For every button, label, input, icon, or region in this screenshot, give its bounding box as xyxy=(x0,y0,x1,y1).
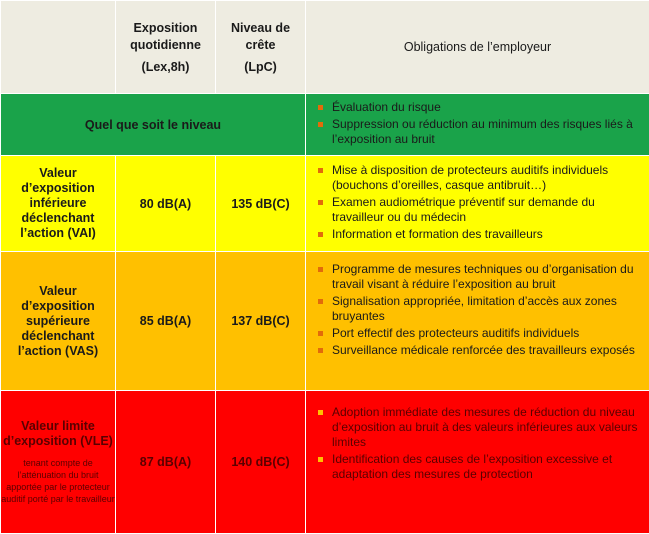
general-label-cell xyxy=(1,94,306,156)
header-crete xyxy=(216,1,306,94)
vas-exposition-cell xyxy=(116,252,216,391)
vas-exposition-value: 85 dB(A) xyxy=(140,314,191,328)
vle-label: Valeur limite d’exposition (VLE) xyxy=(1,419,115,449)
vas-obligations-list xyxy=(306,252,649,366)
header-crete-unit: (LpC) xyxy=(216,60,305,74)
general-obligations-cell xyxy=(306,94,649,156)
vle-label-cell xyxy=(1,391,116,534)
vai-label: Valeur d’exposition inférieure déclenchant l’action (VAI) xyxy=(1,166,115,241)
list-item: Suppression ou réduction au minimum des risques liés à l’exposition au bruit xyxy=(332,117,639,147)
list-item: Surveillance médicale renforcée des travailleurs exposés xyxy=(332,343,639,358)
header-row xyxy=(1,1,649,94)
header-obligations xyxy=(306,1,649,94)
header-exposition-title: Exposition quotidienne xyxy=(116,20,215,54)
general-label: Quel que soit le niveau xyxy=(85,118,221,132)
vle-exposition-value: 87 dB(A) xyxy=(140,455,191,469)
vai-exposition-cell xyxy=(116,156,216,252)
row-vle xyxy=(1,391,649,534)
list-item: Adoption immédiate des mesures de réduction du niveau d’exposition au bruit à des valeurs inférieures aux valeurs limites xyxy=(332,405,639,450)
vai-exposition-value: 80 dB(A) xyxy=(140,197,191,211)
vas-label: Valeur d’exposition supérieure déclenchant l’action (VAS) xyxy=(1,284,115,359)
vle-crete-cell xyxy=(216,391,306,534)
vai-label-cell xyxy=(1,156,116,252)
list-item: Signalisation appropriée, limitation d’accès aux zones bruyantes xyxy=(332,294,639,324)
vle-note: tenant compte de l’atténuation du bruit apportée par le protecteur auditif porté par le travailleur xyxy=(1,457,115,505)
header-obligations-title: Obligations de l’employeur xyxy=(404,40,551,54)
general-obligations-list xyxy=(306,94,649,155)
header-crete-title: Niveau de crête xyxy=(216,20,305,54)
list-item: Examen audiométrique préventif sur demande du travailleur ou du médecin xyxy=(332,195,639,225)
row-vas xyxy=(1,252,649,391)
list-item: Identification des causes de l’exposition excessive et adaptation des mesures de protection xyxy=(332,452,639,482)
row-vai xyxy=(1,156,649,252)
vas-crete-cell xyxy=(216,252,306,391)
vas-label-cell xyxy=(1,252,116,391)
vas-obligations-cell xyxy=(306,252,649,391)
row-general xyxy=(1,94,649,156)
list-item: Information et formation des travailleurs xyxy=(332,227,639,242)
vle-obligations-list xyxy=(306,391,649,490)
vle-crete-value: 140 dB(C) xyxy=(231,455,289,469)
vle-exposition-cell xyxy=(116,391,216,534)
list-item: Programme de mesures techniques ou d’organisation du travail visant à réduire l’exposition au bruit xyxy=(332,262,639,292)
vai-obligations-list xyxy=(306,157,649,250)
list-item: Évaluation du risque xyxy=(332,100,639,115)
vai-obligations-cell xyxy=(306,156,649,252)
list-item: Port effectif des protecteurs auditifs individuels xyxy=(332,326,639,341)
header-empty-cell xyxy=(1,1,116,94)
vas-crete-value: 137 dB(C) xyxy=(231,314,289,328)
header-exposition xyxy=(116,1,216,94)
list-item: Mise à disposition de protecteurs auditifs individuels (bouchons d’oreilles, casque antibruit…) xyxy=(332,163,639,193)
header-exposition-unit: (Lex,8h) xyxy=(116,60,215,74)
vai-crete-value: 135 dB(C) xyxy=(231,197,289,211)
vle-obligations-cell xyxy=(306,391,649,534)
vai-crete-cell xyxy=(216,156,306,252)
